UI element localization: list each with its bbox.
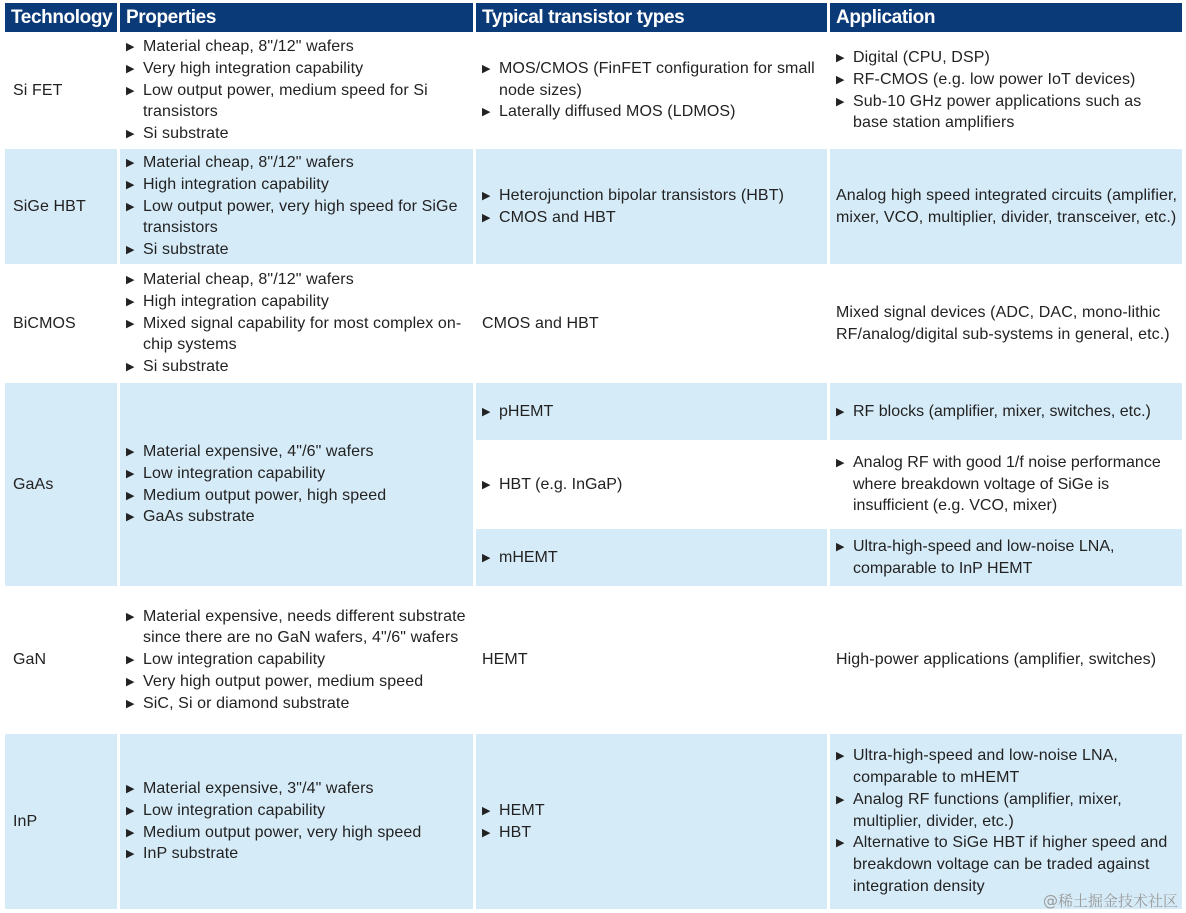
list-item: ▶ Ultra-high-speed and low-noise LNA, comparable to InP HEMT [836, 536, 1178, 580]
list-item: ▶ Material expensive, needs different substrate since there are no GaN wafers, 4"/6" wafers [126, 606, 471, 650]
subrow-application-cell [830, 443, 1182, 526]
subrow-types-cell [476, 443, 827, 526]
technology-cell: InP [5, 734, 117, 909]
list-item: ▶ Low integration capability [126, 649, 471, 671]
list-item: ▶ Si substrate [126, 123, 471, 145]
list-item: ▶ Very high output power, medium speed [126, 671, 471, 693]
list-item: ▶ Material expensive, 4"/6" wafers [126, 441, 386, 463]
list-item: ▶ Low integration capability [126, 463, 386, 485]
application-cell [830, 149, 1182, 264]
list-item: ▶ Medium output power, very high speed [126, 822, 421, 844]
subrow-types-cell [476, 383, 827, 440]
application-cell [830, 35, 1182, 146]
technology-cell: GaAs [5, 383, 117, 586]
list-item: ▶ Low output power, medium speed for Si transistors [126, 80, 471, 124]
list-item: ▶ CMOS and HBT [482, 207, 784, 229]
list-item: ▶ Heterojunction bipolar transistors (HBT) [482, 185, 784, 207]
types-cell [476, 734, 827, 909]
list-item: ▶ Si substrate [126, 356, 471, 378]
list-item: ▶ mHEMT [482, 547, 558, 569]
technology-cell: BiCMOS [13, 314, 76, 332]
list-item: ▶ Digital (CPU, DSP) [836, 47, 1178, 69]
list-item: ▶ Material cheap, 8"/12" wafers [126, 152, 471, 174]
subrow-application-cell [830, 529, 1182, 586]
technology-cell: GaN [13, 651, 47, 669]
header-transistor-types: Typical transistor types [476, 3, 827, 32]
properties-cell [120, 589, 473, 731]
list-item: ▶ GaAs substrate [126, 506, 386, 528]
technology-cell: SiGe HBT [5, 149, 117, 264]
types-cell [476, 149, 827, 264]
list-item: ▶ pHEMT [482, 401, 553, 423]
list-item: ▶ Low output power, very high speed for SiGe transistors [126, 196, 471, 240]
subrow-application-cell [830, 383, 1182, 440]
table-row-bicmos [0, 267, 1186, 380]
list-item: ▶ Si substrate [126, 239, 471, 261]
properties-cell [120, 383, 473, 586]
types-cell [476, 35, 827, 146]
list-item: ▶ Ultra-high-speed and low-noise LNA, comparable to mHEMT [836, 745, 1178, 789]
properties-cell [120, 267, 473, 380]
list-item: ▶ SiC, Si or diamond substrate [126, 693, 471, 715]
list-item: ▶ Alternative to SiGe HBT if higher speed and breakdown voltage can be traded against integration density [836, 832, 1178, 897]
list-item: ▶ Analog RF with good 1/f noise performance where breakdown voltage of SiGe is insufficient (e.g. VCO, mixer) [836, 452, 1178, 517]
list-item: ▶ Material cheap, 8"/12" wafers [126, 36, 471, 58]
table-row-si-fet [0, 35, 1186, 146]
header-properties: Properties [120, 3, 473, 32]
subrow-types-cell [476, 529, 827, 586]
list-item: ▶ Material cheap, 8"/12" wafers [126, 269, 471, 291]
list-item: ▶ Very high integration capability [126, 58, 471, 80]
list-item: ▶ HBT (e.g. InGaP) [482, 474, 622, 496]
table-row-sige-hbt [0, 149, 1186, 264]
header-technology: Technology [5, 3, 117, 32]
types-text: CMOS and HBT [482, 314, 599, 332]
types-cell [476, 589, 827, 731]
list-item: ▶ HEMT [482, 800, 545, 822]
list-item: ▶ Medium output power, high speed [126, 485, 386, 507]
list-item: ▶ HBT [482, 822, 545, 844]
properties-cell [120, 734, 473, 909]
list-item: ▶ Sub-10 GHz power applications such as base station amplifiers [836, 91, 1178, 135]
list-item: ▶ Low integration capability [126, 800, 421, 822]
list-item: ▶ Material expensive, 3"/4" wafers [126, 778, 421, 800]
application-cell [830, 589, 1182, 731]
header-application: Application [830, 3, 1182, 32]
properties-cell [120, 35, 473, 146]
list-item: ▶ Mixed signal capability for most complex on-chip systems [126, 313, 471, 357]
application-text: Mixed signal devices (ADC, DAC, mono-lithic RF/analog/digital sub-systems in general, etc.) [836, 303, 1170, 343]
application-cell [830, 267, 1182, 380]
types-text: HEMT [482, 651, 528, 669]
table-row-gan [0, 589, 1186, 731]
technology-cell: Si FET [13, 81, 63, 99]
list-item: ▶ InP substrate [126, 843, 421, 865]
list-item: ▶ MOS/CMOS (FinFET configuration for small node sizes) [482, 58, 823, 102]
list-item: ▶ RF blocks (amplifier, mixer, switches, etc.) [836, 401, 1151, 423]
application-cell [830, 734, 1182, 909]
table-row-inp [0, 734, 1186, 909]
application-text: Analog high speed integrated circuits (amplifier, mixer, VCO, multiplier, divider, transceiver, etc.) [836, 186, 1178, 226]
list-item: ▶ Laterally diffused MOS (LDMOS) [482, 101, 823, 123]
table-row-gaas [0, 383, 1186, 586]
types-cell [476, 267, 827, 380]
application-text: High-power applications (amplifier, switches) [836, 651, 1157, 669]
properties-cell [120, 149, 473, 264]
list-item: ▶ Analog RF functions (amplifier, mixer, multiplier, divider, etc.) [836, 789, 1178, 833]
list-item: ▶ High integration capability [126, 174, 471, 196]
list-item: ▶ RF-CMOS (e.g. low power IoT devices) [836, 69, 1178, 91]
watermark: @稀土掘金技术社区 [1042, 892, 1178, 910]
list-item: ▶ High integration capability [126, 291, 471, 313]
